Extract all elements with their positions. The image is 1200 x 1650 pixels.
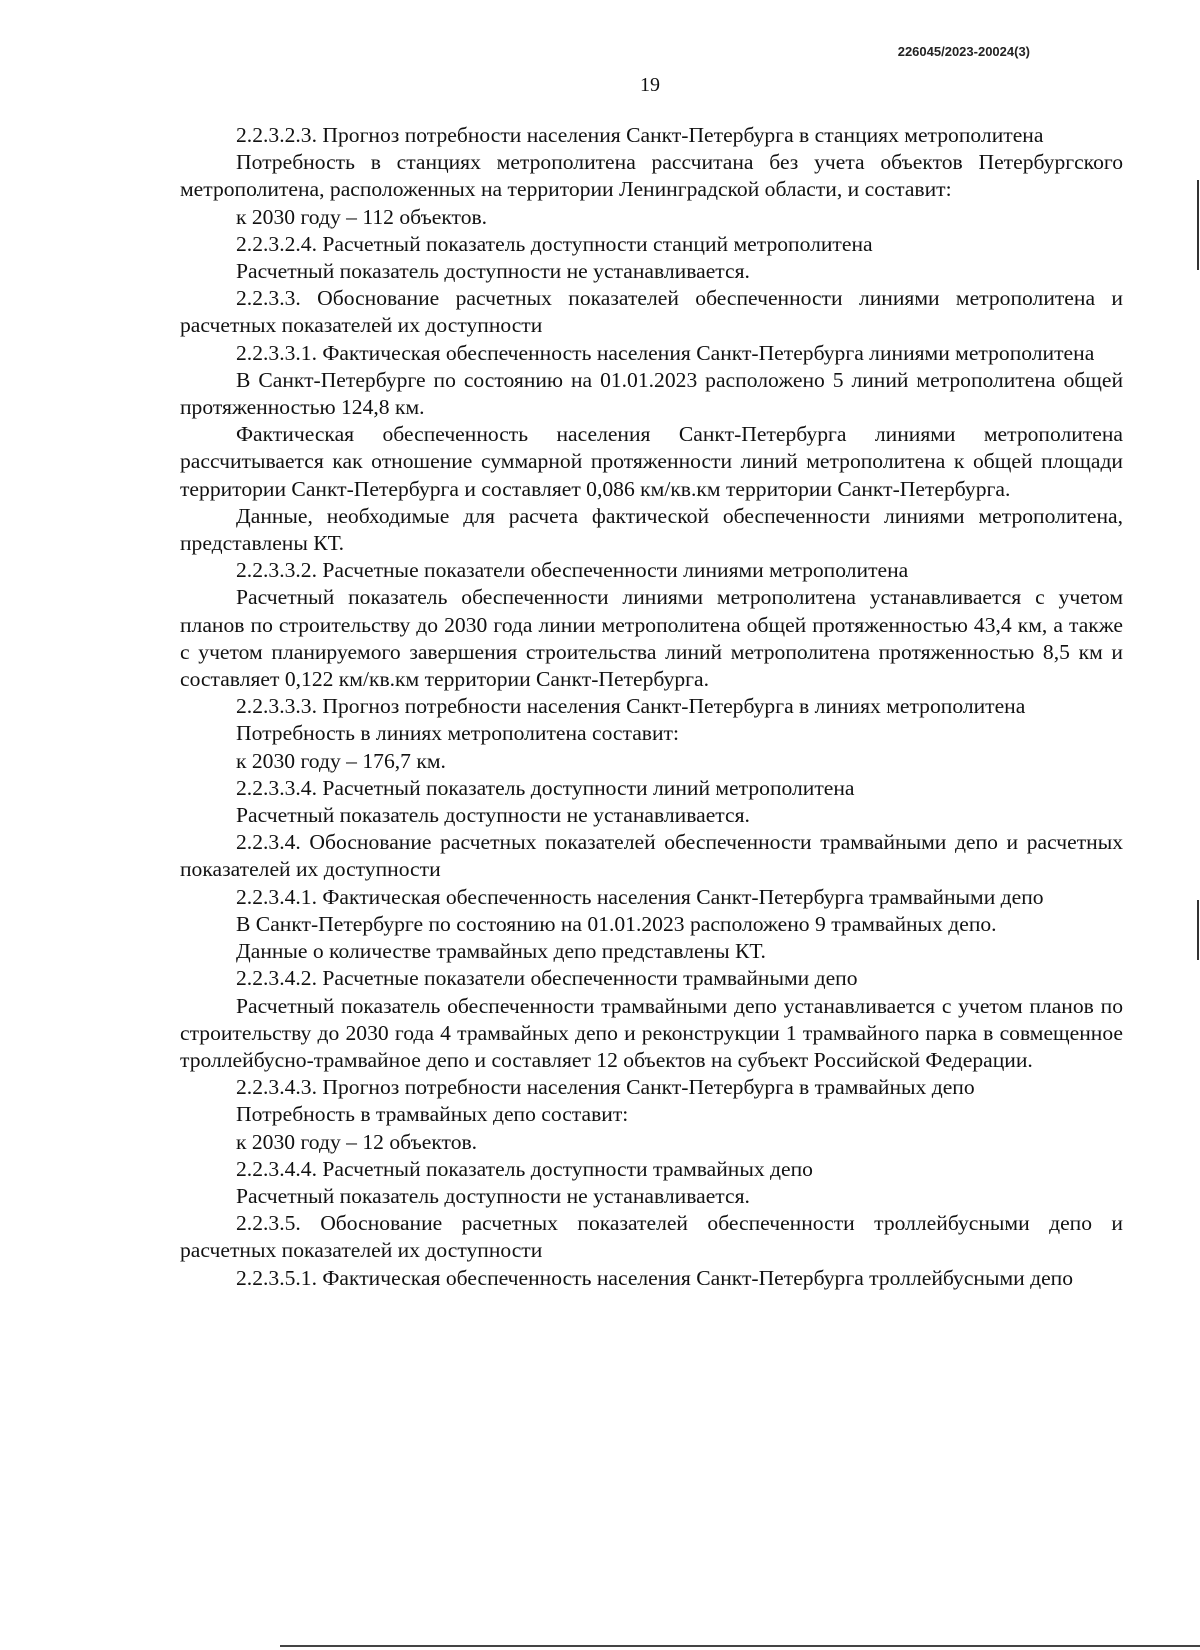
paragraph: 2.2.3.3.4. Расчетный показатель доступности линий метрополитена xyxy=(236,775,855,800)
paragraph: 2.2.3.4.2. Расчетные показатели обеспеченности трамвайными депо xyxy=(236,966,858,991)
paragraph: В Санкт-Петербурге по состоянию на 01.01.2023 расположено 9 трамвайных депо. xyxy=(236,911,997,936)
paragraph: 2.2.3.4.4. Расчетный показатель доступности трамвайных депо xyxy=(236,1156,813,1181)
paragraph: к 2030 году – 12 объектов. xyxy=(236,1129,478,1154)
paragraph: 2.2.3.2.3. Прогноз потребности населения Санкт-Петербурга в станциях метрополитена xyxy=(236,123,1044,147)
paragraph: Потребность в трамвайных депо составит: xyxy=(236,1102,629,1127)
paragraph: 2.2.3.3. Обоснование расчетных показателей обеспеченности линиями метрополитена и расчетных показателей их доступности xyxy=(180,286,1123,338)
scan-bottom-line xyxy=(280,1645,1200,1647)
paragraph: Расчетный показатель доступности не устанавливается. xyxy=(236,803,750,828)
paragraph: 2.2.3.3.3. Прогноз потребности населения Санкт-Петербурга в линиях метрополитена xyxy=(236,694,1026,719)
paragraph: Фактическая обеспеченность населения Санкт-Петербурга линиями метрополитена рассчитывается как отношение суммарной протяженности линий метрополитена к общей площади территории Санкт-Петербурга и составляет 0,086 км/кв.км территории Санкт-Петербурга. xyxy=(180,422,1123,501)
paragraph: 2.2.3.5.1. Фактическая обеспеченность населения Санкт-Петербурга троллейбусными депо xyxy=(236,1265,1074,1290)
paragraph: Расчетный показатель обеспеченности трамвайными депо устанавливается с учетом планов по строительству до 2030 года 4 трамвайных депо и реконструкции 1 трамвайного парка в совмещенное троллейбусно-трамвайное депо и составляет 12 объектов на субъект Российской Федерации. xyxy=(180,993,1123,1072)
paragraph: Расчетный показатель доступности не устанавливается. xyxy=(236,1183,750,1208)
paragraph: 2.2.3.2.4. Расчетный показатель доступности станций метрополитена xyxy=(236,231,873,256)
paragraph: 2.2.3.3.1. Фактическая обеспеченность населения Санкт-Петербурга линиями метрополитена xyxy=(236,340,1095,365)
paragraph: Расчетный показатель доступности не устанавливается. xyxy=(236,259,750,284)
paragraph: к 2030 году – 112 объектов. xyxy=(236,204,488,229)
document-body xyxy=(180,122,1123,1292)
paragraph: 2.2.3.4.1. Фактическая обеспеченность населения Санкт-Петербурга трамвайными депо xyxy=(236,884,1044,909)
paragraph: 2.2.3.4. Обоснование расчетных показателей обеспеченности трамвайными депо и расчетных показателей их доступности xyxy=(180,830,1123,882)
scan-edge-mark xyxy=(1197,900,1199,960)
paragraph: 2.2.3.4.3. Прогноз потребности населения Санкт-Петербурга в трамвайных депо xyxy=(236,1075,975,1100)
paragraph: 2.2.3.5. Обоснование расчетных показателей обеспеченности троллейбусными депо и расчетных показателей их доступности xyxy=(180,1211,1123,1263)
paragraph: 2.2.3.3.2. Расчетные показатели обеспеченности линиями метрополитена xyxy=(236,558,909,583)
paragraph: Потребность в станциях метрополитена рассчитана без учета объектов Петербургского метрополитена, расположенных на территории Ленинградской области, и составит: xyxy=(180,150,1123,202)
scan-edge-mark xyxy=(1197,180,1199,270)
page-number: 19 xyxy=(640,74,660,96)
paragraph: Потребность в линиях метрополитена составит: xyxy=(236,721,679,746)
paragraph: к 2030 году – 176,7 км. xyxy=(236,748,446,773)
document-id: 226045/2023-20024(3) xyxy=(897,44,1030,59)
paragraph: Данные, необходимые для расчета фактической обеспеченности линиями метрополитена, представлены КТ. xyxy=(180,503,1123,556)
paragraph: В Санкт-Петербурге по состоянию на 01.01.2023 расположено 5 линий метрополитена общей протяженностью 124,8 км. xyxy=(180,367,1123,420)
paragraph: Расчетный показатель обеспеченности линиями метрополитена устанавливается с учетом планов по строительству до 2030 года линии метрополитена общей протяженностью 43,4 км, а также с учетом планируемого завершения строительства линий метрополитена протяженностью 8,5 км и составляет 0,122 км/кв.км территории Санкт-Петербурга. xyxy=(180,585,1123,692)
paragraph: Данные о количестве трамвайных депо представлены КТ. xyxy=(236,939,766,964)
